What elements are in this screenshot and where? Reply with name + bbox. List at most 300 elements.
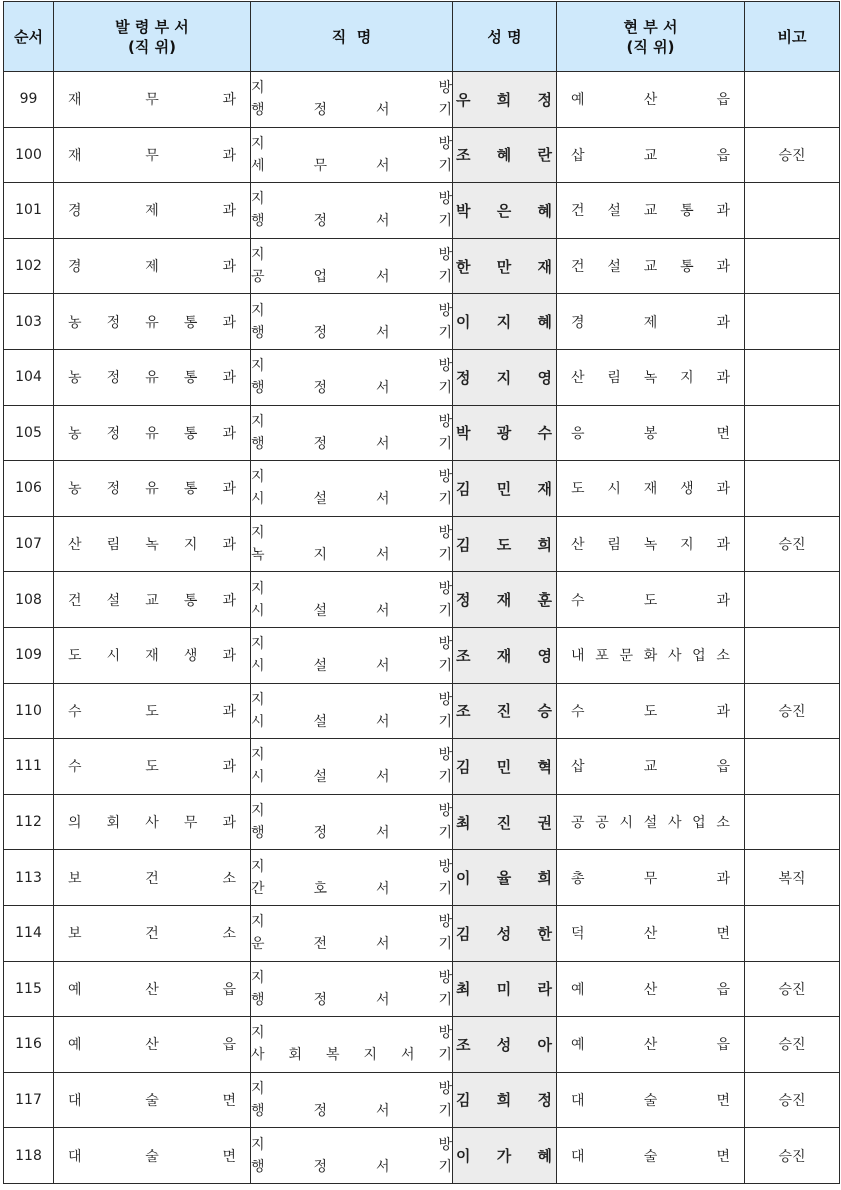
- current-dept-char: 소: [716, 648, 730, 665]
- current-dept-char: 설: [607, 203, 621, 220]
- current-dept: [557, 461, 745, 517]
- from-dept-char: 과: [222, 537, 236, 554]
- from-dept: [54, 294, 251, 350]
- employee-name-char: 정: [537, 90, 552, 109]
- from-dept: [54, 739, 251, 795]
- from-dept-char: 면: [222, 1092, 236, 1109]
- current-dept-char: 녹: [643, 370, 658, 387]
- position-char: 방: [438, 691, 452, 708]
- employee-name: [453, 405, 557, 461]
- position-char: 설: [313, 602, 328, 619]
- from-dept-char: 정: [106, 425, 121, 442]
- position-char: 지: [251, 1136, 265, 1153]
- employee-name-char: 혜: [496, 146, 512, 165]
- header-order: 순서: [4, 2, 54, 72]
- current-dept-char: 총: [571, 870, 585, 887]
- from-dept-char: 시: [106, 648, 121, 665]
- position-char: 방: [438, 1080, 452, 1097]
- from-dept-char: 유: [145, 425, 159, 442]
- position-char: 서: [375, 213, 390, 230]
- employee-name-char: 은: [496, 201, 512, 220]
- position-char: 지: [251, 580, 265, 597]
- current-dept-char: 과: [716, 481, 730, 498]
- employee-name: [453, 739, 557, 795]
- current-dept-char: 설: [607, 259, 621, 276]
- position-char: 무: [313, 157, 328, 174]
- current-dept-char: 림: [607, 370, 621, 387]
- from-dept-char: 통: [183, 370, 198, 387]
- from-dept-char: 읍: [222, 981, 236, 998]
- employee-name-char: 김: [456, 535, 471, 554]
- employee-name-char: 희: [537, 535, 552, 554]
- employee-name-char: 가: [496, 1147, 512, 1166]
- from-dept-char: 수: [68, 703, 82, 720]
- current-dept: [557, 405, 745, 461]
- current-dept-char: 면: [716, 1092, 730, 1109]
- position-char: 기: [438, 991, 452, 1008]
- table-row: [4, 238, 840, 294]
- current-dept: [557, 572, 745, 628]
- current-dept: [557, 127, 745, 183]
- position-char: 지: [251, 302, 265, 319]
- position-char: 세: [251, 157, 265, 174]
- employee-name-char: 율: [496, 869, 512, 888]
- current-dept-char: 과: [716, 592, 730, 609]
- header-name: 성 명: [453, 2, 557, 72]
- employee-name-char: 승: [537, 702, 552, 721]
- from-dept-char: 예: [68, 981, 82, 998]
- employee-name-char: 성: [496, 1035, 512, 1054]
- position-char: 기: [438, 213, 452, 230]
- order-number: 112: [4, 794, 54, 850]
- position-char: 지: [251, 1080, 265, 1097]
- position-char: 시: [251, 713, 265, 730]
- current-dept-char: 건: [571, 259, 585, 276]
- from-dept-char: 정: [106, 370, 121, 387]
- from-dept-char: 과: [222, 703, 236, 720]
- employee-name: [453, 238, 557, 294]
- position-char: 방: [438, 580, 452, 597]
- position-char: 서: [375, 157, 390, 174]
- position-char: 정: [313, 1102, 328, 1119]
- current-dept: [557, 1017, 745, 1073]
- current-dept: [557, 683, 745, 739]
- from-dept-char: 과: [222, 203, 236, 220]
- employee-name-char: 재: [496, 591, 512, 610]
- employee-name-char: 광: [496, 424, 512, 443]
- position-char: 행: [251, 213, 265, 230]
- position-line: [251, 266, 452, 288]
- position-char: 기: [438, 769, 452, 786]
- table-row: [4, 349, 840, 405]
- table-row: [4, 405, 840, 461]
- from-dept-char: 대: [68, 1092, 82, 1109]
- current-dept-char: 제: [643, 314, 658, 331]
- current-dept-char: 과: [716, 537, 730, 554]
- from-dept-char: 정: [106, 481, 121, 498]
- from-dept-char: 예: [68, 1037, 82, 1054]
- from-dept-char: 유: [145, 481, 159, 498]
- table-row: [4, 72, 840, 128]
- position-line: [251, 1078, 452, 1100]
- position-char: 방: [438, 191, 452, 208]
- current-dept-char: 통: [680, 203, 694, 220]
- position-line: [251, 655, 452, 677]
- employee-name-char: 최: [456, 980, 471, 999]
- position-char: 지: [251, 914, 265, 931]
- from-dept-char: 유: [145, 314, 159, 331]
- position-char: 지: [251, 969, 265, 986]
- from-dept-char: 수: [68, 759, 82, 776]
- current-dept: [557, 183, 745, 239]
- current-dept-char: 수: [571, 592, 585, 609]
- from-dept-char: 림: [106, 537, 121, 554]
- position-line: [251, 822, 452, 844]
- position-char: 기: [438, 1102, 452, 1119]
- position-line: [251, 1156, 452, 1178]
- from-dept-char: 소: [222, 870, 236, 887]
- position-char: 기: [438, 547, 452, 564]
- from-dept-char: 읍: [222, 1037, 236, 1054]
- remark: [745, 405, 840, 461]
- position-char: 시: [251, 602, 265, 619]
- position-line: [251, 210, 452, 232]
- from-dept: [54, 461, 251, 517]
- employee-name-char: 김: [456, 924, 471, 943]
- from-dept-char: 재: [68, 92, 82, 109]
- position-char: 녹: [251, 547, 265, 564]
- position-char: 서: [375, 602, 390, 619]
- position-line: [251, 856, 452, 878]
- from-dept: [54, 516, 251, 572]
- position-char: 기: [438, 491, 452, 508]
- remark: 승진: [745, 961, 840, 1017]
- position-line: [251, 578, 452, 600]
- current-dept-char: 면: [716, 1148, 730, 1165]
- current-dept-char: 림: [607, 537, 621, 554]
- position-char: 기: [438, 602, 452, 619]
- position-line: [251, 989, 452, 1011]
- position-char: 서: [375, 825, 390, 842]
- employee-name-char: 지: [496, 368, 512, 387]
- order-number: 101: [4, 183, 54, 239]
- position-char: 정: [313, 1158, 328, 1175]
- header-position: 직 명: [251, 2, 453, 72]
- position-char: 회: [288, 1047, 303, 1064]
- position-char: 행: [251, 991, 265, 1008]
- current-dept-char: 산: [571, 370, 585, 387]
- employee-name-char: 진: [496, 702, 512, 721]
- position-char: 서: [375, 713, 390, 730]
- table-row: [4, 627, 840, 683]
- position-char: 기: [438, 380, 452, 397]
- table-row: [4, 572, 840, 628]
- position-title: [251, 516, 453, 572]
- current-dept-char: 과: [716, 870, 730, 887]
- position-char: 서: [375, 380, 390, 397]
- current-dept-char: 공: [595, 815, 609, 832]
- from-dept-char: 재: [145, 648, 159, 665]
- employee-name-char: 우: [456, 90, 471, 109]
- from-dept-char: 무: [145, 92, 159, 109]
- position-char: 기: [438, 102, 452, 119]
- order-number: 104: [4, 349, 54, 405]
- position-title: [251, 1072, 453, 1128]
- from-dept-char: 산: [145, 1037, 159, 1054]
- employee-name-char: 최: [456, 813, 471, 832]
- current-dept-char: 산: [643, 92, 658, 109]
- from-dept-char: 산: [145, 981, 159, 998]
- from-dept-char: 과: [222, 314, 236, 331]
- remark: [745, 461, 840, 517]
- employee-name: [453, 572, 557, 628]
- current-dept-char: 과: [716, 703, 730, 720]
- current-dept-char: 면: [716, 926, 730, 943]
- position-char: 기: [438, 269, 452, 286]
- from-dept-char: 도: [145, 759, 159, 776]
- employee-name: [453, 683, 557, 739]
- employee-name-char: 김: [456, 757, 471, 776]
- position-title: [251, 127, 453, 183]
- position-char: 기: [438, 1047, 452, 1064]
- position-char: 기: [438, 157, 452, 174]
- position-char: 서: [400, 1047, 415, 1064]
- position-char: 간: [251, 880, 265, 897]
- position-char: 시: [251, 658, 265, 675]
- current-dept-char: 사: [667, 648, 682, 665]
- current-dept-char: 교: [643, 259, 658, 276]
- position-line: [251, 933, 452, 955]
- position-char: 호: [313, 880, 328, 897]
- position-line: [251, 188, 452, 210]
- remark: 승진: [745, 683, 840, 739]
- position-char: 설: [313, 658, 328, 675]
- position-char: 기: [438, 658, 452, 675]
- position-line: [251, 488, 452, 510]
- remark: [745, 572, 840, 628]
- position-char: 지: [251, 413, 265, 430]
- remark: 복직: [745, 850, 840, 906]
- from-dept-char: 경: [68, 203, 82, 220]
- employee-name-char: 성: [496, 924, 512, 943]
- position-title: [251, 739, 453, 795]
- table-header-row: [4, 2, 840, 72]
- remark: 승진: [745, 516, 840, 572]
- from-dept-char: 대: [68, 1148, 82, 1165]
- employee-name-char: 정: [456, 591, 471, 610]
- position-title: [251, 405, 453, 461]
- position-char: 방: [438, 969, 452, 986]
- employee-name-char: 영: [537, 646, 552, 665]
- current-dept-char: 소: [716, 815, 730, 832]
- from-dept-char: 무: [183, 815, 198, 832]
- from-dept-char: 과: [222, 592, 236, 609]
- employee-name: [453, 127, 557, 183]
- position-title: [251, 183, 453, 239]
- position-char: 기: [438, 880, 452, 897]
- position-char: 정: [313, 213, 328, 230]
- from-dept: [54, 627, 251, 683]
- position-char: 방: [438, 358, 452, 375]
- current-dept-char: 예: [571, 92, 585, 109]
- table-row: [4, 961, 840, 1017]
- position-char: 방: [438, 1025, 452, 1042]
- from-dept-char: 의: [68, 815, 82, 832]
- position-char: 방: [438, 858, 452, 875]
- current-dept-char: 도: [571, 481, 585, 498]
- current-dept-char: 과: [716, 259, 730, 276]
- table-row: [4, 294, 840, 350]
- position-char: 기: [438, 324, 452, 341]
- header-cur-dept: [557, 2, 745, 72]
- from-dept-char: 보: [68, 870, 82, 887]
- from-dept-char: 녹: [145, 537, 159, 554]
- position-char: 지: [363, 1047, 377, 1064]
- current-dept-char: 과: [716, 203, 730, 220]
- position-line: [251, 355, 452, 377]
- position-char: 서: [375, 269, 390, 286]
- from-dept-char: 통: [183, 314, 198, 331]
- position-char: 설: [313, 713, 328, 730]
- employee-name-char: 혜: [537, 1147, 552, 1166]
- current-dept-char: 대: [571, 1092, 585, 1109]
- table-body: [4, 72, 840, 1184]
- current-dept-char: 시: [607, 481, 621, 498]
- from-dept: [54, 794, 251, 850]
- position-line: [251, 322, 452, 344]
- table-row: [4, 1128, 840, 1184]
- position-char: 지: [251, 747, 265, 764]
- position-line: [251, 411, 452, 433]
- position-line: [251, 911, 452, 933]
- from-dept-char: 도: [68, 648, 82, 665]
- position-char: 지: [251, 858, 265, 875]
- remark: 승진: [745, 1017, 840, 1073]
- position-char: 지: [251, 191, 265, 208]
- position-line: [251, 77, 452, 99]
- order-number: 99: [4, 72, 54, 128]
- position-char: 서: [375, 936, 390, 953]
- from-dept: [54, 683, 251, 739]
- position-char: 행: [251, 435, 265, 452]
- employee-name: [453, 72, 557, 128]
- employee-name-char: 박: [456, 424, 471, 443]
- from-dept-char: 통: [183, 481, 198, 498]
- position-title: [251, 1128, 453, 1184]
- position-title: [251, 572, 453, 628]
- employee-name-char: 조: [456, 702, 471, 721]
- order-number: 118: [4, 1128, 54, 1184]
- position-char: 방: [438, 525, 452, 542]
- from-dept: [54, 238, 251, 294]
- position-char: 서: [375, 769, 390, 786]
- from-dept: [54, 572, 251, 628]
- position-line: [251, 133, 452, 155]
- from-dept-char: 제: [145, 203, 159, 220]
- remark: 승진: [745, 127, 840, 183]
- current-dept-char: 시: [619, 815, 633, 832]
- from-dept-char: 정: [106, 314, 121, 331]
- position-line: [251, 967, 452, 989]
- position-title: [251, 1017, 453, 1073]
- position-line: [251, 377, 452, 399]
- employee-name-char: 훈: [537, 591, 552, 610]
- position-char: 방: [438, 914, 452, 931]
- position-title: [251, 683, 453, 739]
- position-char: 기: [438, 435, 452, 452]
- current-dept-char: 지: [680, 537, 694, 554]
- from-dept-char: 과: [222, 815, 236, 832]
- position-char: 방: [438, 469, 452, 486]
- employee-name-char: 박: [456, 201, 471, 220]
- position-char: 행: [251, 380, 265, 397]
- position-char: 방: [438, 413, 452, 430]
- from-dept-char: 산: [68, 537, 82, 554]
- employee-name-char: 혁: [537, 757, 552, 776]
- from-dept-char: 농: [68, 370, 82, 387]
- employee-name: [453, 905, 557, 961]
- position-char: 방: [438, 302, 452, 319]
- position-char: 서: [375, 658, 390, 675]
- from-dept: [54, 850, 251, 906]
- from-dept: [54, 961, 251, 1017]
- employee-name-char: 라: [537, 980, 552, 999]
- employee-name-char: 권: [537, 813, 552, 832]
- current-dept-char: 삽: [571, 759, 585, 776]
- current-dept-char: 수: [571, 703, 585, 720]
- position-line: [251, 433, 452, 455]
- current-dept-char: 면: [716, 425, 730, 442]
- employee-name-char: 한: [456, 257, 471, 276]
- employee-name-char: 이: [456, 313, 471, 332]
- position-line: [251, 878, 452, 900]
- order-number: 115: [4, 961, 54, 1017]
- employee-name-char: 이: [456, 1147, 471, 1166]
- employee-name-char: 재: [537, 479, 552, 498]
- position-char: 정: [313, 991, 328, 1008]
- from-dept-char: 유: [145, 370, 159, 387]
- header-from-dept-label: 발 령 부 서: [115, 17, 189, 36]
- current-dept-char: 내: [571, 648, 585, 665]
- from-dept-char: 건: [145, 926, 159, 943]
- current-dept: [557, 850, 745, 906]
- employee-name: [453, 794, 557, 850]
- employee-name: [453, 183, 557, 239]
- order-number: 117: [4, 1072, 54, 1128]
- order-number: 103: [4, 294, 54, 350]
- from-dept: [54, 1128, 251, 1184]
- position-title: [251, 238, 453, 294]
- order-number: 113: [4, 850, 54, 906]
- from-dept-char: 무: [145, 147, 159, 164]
- position-line: [251, 711, 452, 733]
- current-dept-char: 통: [680, 259, 694, 276]
- employee-name-char: 정: [537, 1091, 552, 1110]
- current-dept-char: 읍: [716, 759, 730, 776]
- position-char: 방: [438, 803, 452, 820]
- current-dept: [557, 627, 745, 683]
- position-line: [251, 1022, 452, 1044]
- position-title: [251, 627, 453, 683]
- current-dept-char: 술: [643, 1148, 658, 1165]
- current-dept-char: 삽: [571, 147, 585, 164]
- table-row: [4, 794, 840, 850]
- header-cur-dept-label: 현 부 서: [623, 17, 678, 36]
- employee-name: [453, 850, 557, 906]
- remark: [745, 183, 840, 239]
- current-dept: [557, 1072, 745, 1128]
- table-row: [4, 905, 840, 961]
